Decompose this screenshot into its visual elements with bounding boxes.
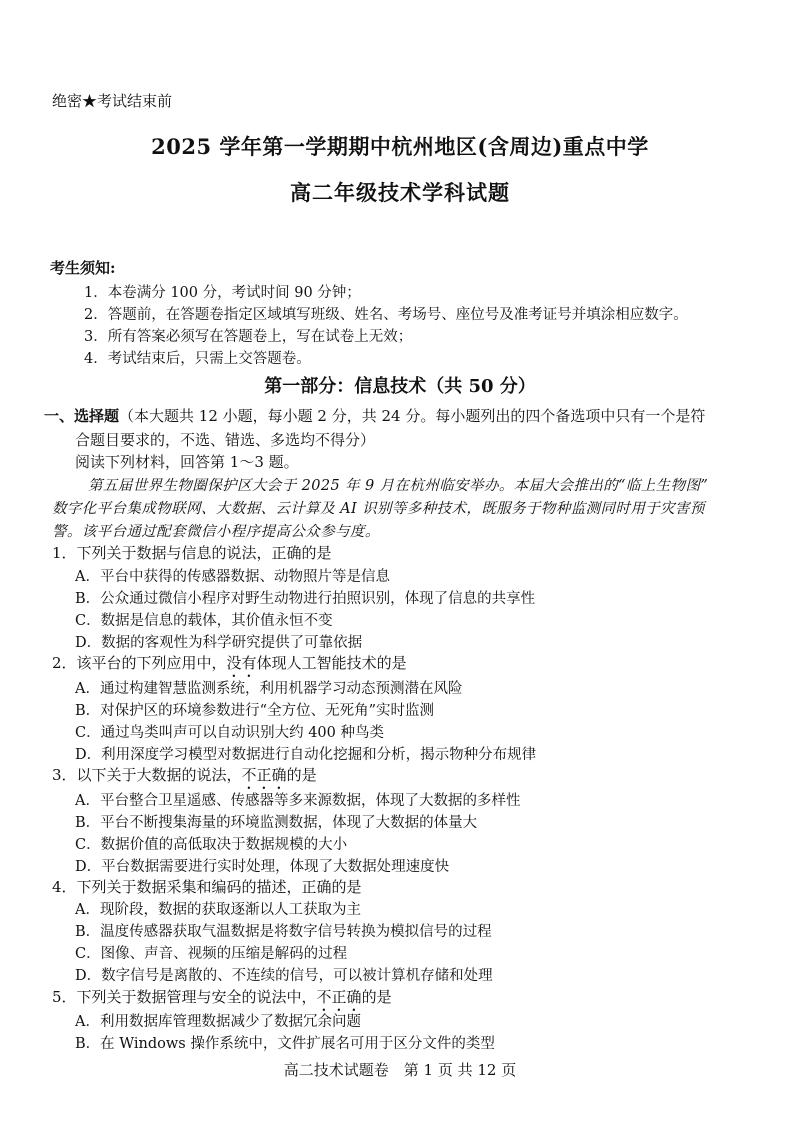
option-b: B．温度传感器获取气温数据是将数字信号转换为模拟信号的过程 xyxy=(75,924,492,940)
option-a: A．现阶段，数据的获取逐渐以人工获取为主 xyxy=(75,902,361,918)
question-stem: 3．以下关于大数据的说法，不正确的是 xyxy=(52,766,317,784)
emphasis-text: 不正确 xyxy=(241,766,287,784)
notice-heading: 考生须知: xyxy=(50,259,116,277)
question-stem: 4．下列关于数据采集和编码的描述，正确的是 xyxy=(52,878,362,896)
part-title: 第一部分：信息技术（共 50 分） xyxy=(264,376,536,397)
page-footer: 高二技术试题卷 第 1 页 共 12 页 xyxy=(283,1061,517,1079)
question-stem: 2．该平台的下列应用中，没有体现人工智能技术的是 xyxy=(52,654,407,672)
section-label: 一、选择题 xyxy=(44,407,120,425)
exam-title: 2025 学年第一学期期中杭州地区(含周边)重点中学 xyxy=(151,134,649,159)
option-b: B．在 Windows 操作系统中，文件扩展名可用于区分文件的类型 xyxy=(75,1036,495,1052)
notice-item: 2．答题前，在答题卷指定区域填写班级、姓名、考场号、座位号及准考证号并填涂相应数字。 xyxy=(84,307,688,323)
passage-line: 第五届世界生物圈保护区大会于 2025 年 9 月在杭州临安举办。本届大会推出的“临上生物图” xyxy=(88,478,709,494)
option-c: C．数据是信息的载体，其价值永恒不变 xyxy=(75,613,333,629)
section-intro xyxy=(44,405,705,426)
exam-subtitle: 高二年级技术学科试题 xyxy=(290,180,510,205)
passage-line: 警。该平台通过配套微信小程序提高公众参与度。 xyxy=(52,524,380,540)
option-d: D．数字信号是离散的、不连续的信号，可以被计算机存储和处理 xyxy=(75,968,493,984)
question-stem: 1．下列关于数据与信息的说法，正确的是 xyxy=(52,544,332,562)
notice-item: 3．所有答案必须写在答题卷上，写在试卷上无效； xyxy=(84,329,413,345)
option-b: B．平台不断搜集海量的环境监测数据，体现了大数据的体量大 xyxy=(75,815,478,831)
option-a: A．利用数据库管理数据减少了数据冗余问题 xyxy=(75,1014,361,1030)
option-b: B．对保护区的环境参数进行“全方位、无死角”实时监测 xyxy=(75,703,434,719)
emphasis-text: 没有 xyxy=(226,654,257,672)
option-c: C．数据价值的高低取决于数据规模的大小 xyxy=(75,837,348,853)
option-b: B．公众通过微信小程序对野生动物进行拍照识别，体现了信息的共享性 xyxy=(75,591,536,607)
option-a: A．平台整合卫星遥感、传感器等多来源数据，体现了大数据的多样性 xyxy=(75,793,521,809)
option-c: C．图像、声音、视频的压缩是解码的过程 xyxy=(75,946,348,962)
notice-item: 1．本卷满分 100 分，考试时间 90 分钟； xyxy=(84,285,361,301)
section-description-cont: 合题目要求的，不选、错选、多选均不得分） xyxy=(75,431,376,449)
option-d: D．数据的客观性为科学研究提供了可靠依据 xyxy=(75,635,363,651)
reading-instruction: 阅读下列材料，回答第 1～3 题。 xyxy=(75,453,299,471)
emphasis-text: 不正确 xyxy=(316,988,362,1006)
option-a: A．通过构建智慧监测系统，利用机器学习动态预测潜在风险 xyxy=(75,681,463,697)
confidential-mark: 绝密★考试结束前 xyxy=(52,92,173,110)
option-d: D．利用深度学习模型对数据进行自动化挖掘和分析，揭示物种分布规律 xyxy=(75,747,537,763)
passage-line: 数字化平台集成物联网、大数据、云计算及 AI 识别等多种技术，既服务于物种监测同时用于灾害预 xyxy=(52,501,705,517)
notice-item: 4．考试结束后，只需上交答题卷。 xyxy=(84,351,311,367)
option-d: D．平台数据需要进行实时处理，体现了大数据处理速度快 xyxy=(75,859,450,875)
option-a: A．平台中获得的传感器数据、动物照片等是信息 xyxy=(75,569,390,585)
option-c: C．通过鸟类叫声可以自动识别大约 400 种鸟类 xyxy=(75,725,384,741)
question-stem: 5．下列关于数据管理与安全的说法中，不正确的是 xyxy=(52,988,392,1006)
section-description: （本大题共 12 小题，每小题 2 分，共 24 分。每小题列出的四个备选项中只有一个是符 xyxy=(119,407,706,425)
